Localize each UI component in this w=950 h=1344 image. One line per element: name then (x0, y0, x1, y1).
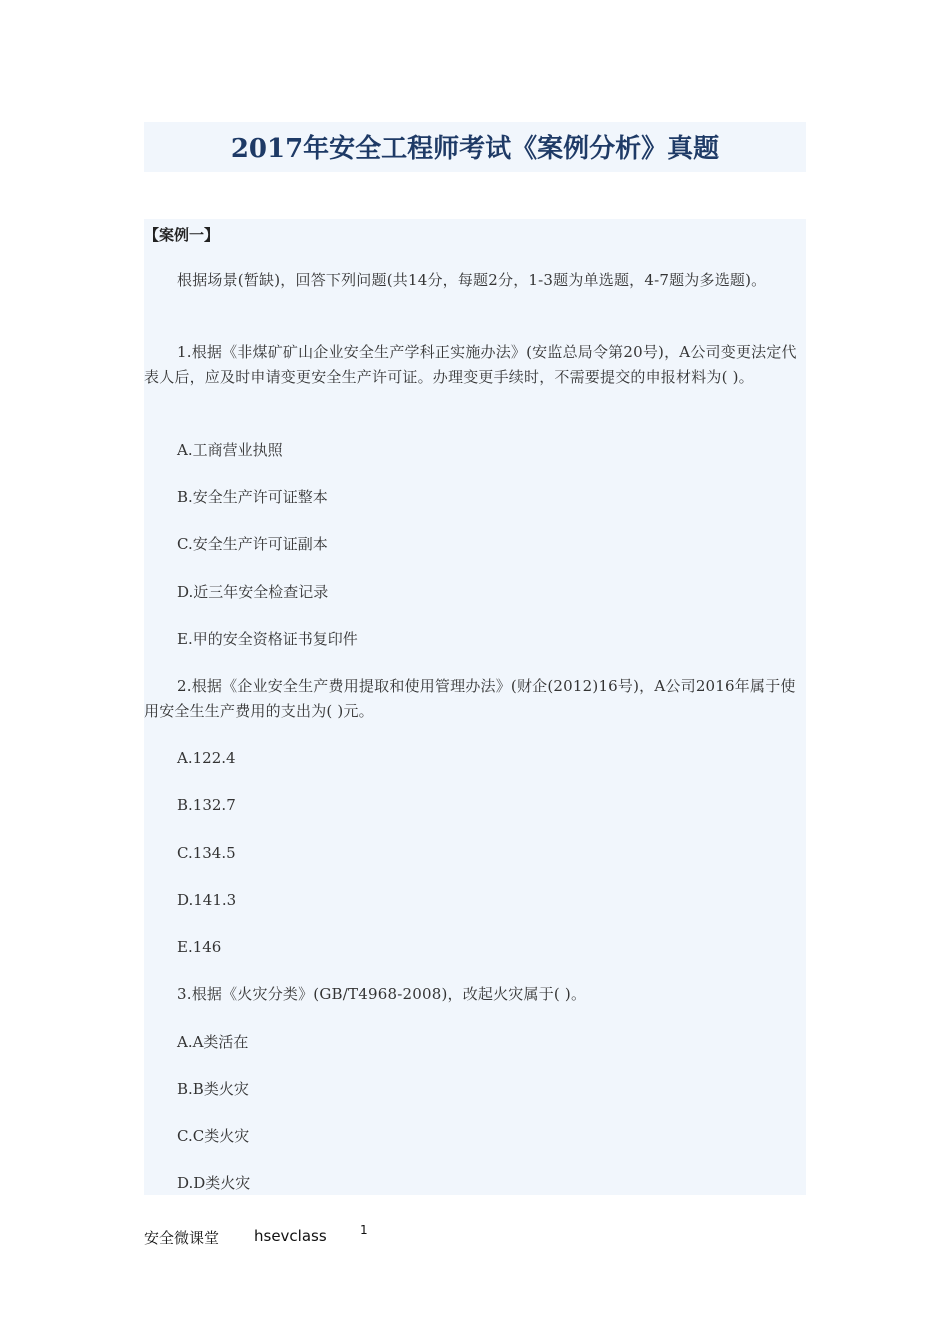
question-2-stem: 2.根据《企业安全生产费用提取和使用管理办法》(财企(2012)16号)，A公司2016年属于使用安全生生产费用的支出为( )元。 (144, 677, 796, 720)
question-1-option-a: A.工商营业执照 (177, 441, 283, 459)
question-1-option-e: E.甲的安全资格证书复印件 (177, 630, 358, 648)
page-number: 1 (360, 1223, 368, 1237)
question-3-option-d: D.D类火灾 (177, 1174, 251, 1192)
case-heading: 【案例一】 (144, 226, 220, 244)
question-1-option-b: B.安全生产许可证整本 (177, 488, 328, 506)
document-title: 2017年安全工程师考试《案例分析》真题 (230, 134, 720, 164)
question-2-option-a: A.122.4 (177, 749, 236, 767)
question-2-option-d: D.141.3 (177, 891, 237, 909)
question-2-option-b: B.132.7 (177, 796, 236, 814)
footer-account: hsevclass (254, 1227, 327, 1245)
question-3-option-b: B.B类火灾 (177, 1080, 249, 1098)
intro-paragraph: 根据场景(暂缺)，回答下列问题(共14分，每题2分，1-3题为单选题，4-7题为多选题)。 (177, 271, 767, 289)
question-3-stem: 3.根据《火灾分类》(GB/T4968-2008)，改起火灾属于( )。 (177, 985, 587, 1003)
question-3-option-c: C.C类火灾 (177, 1127, 250, 1145)
question-1-option-d: D.近三年安全检查记录 (177, 583, 329, 601)
question-2-option-e: E.146 (177, 938, 222, 956)
footer-brand: 安全微课堂 (144, 1229, 220, 1247)
question-2-option-c: C.134.5 (177, 844, 236, 862)
question-3-option-a: A.A类活在 (177, 1033, 249, 1051)
question-1-stem: 1.根据《非煤矿矿山企业安全生产学科正实施办法》(安监总局令第20号)，A公司变更法定代表人后，应及时申请变更安全生产许可证。办理变更手续时，不需要提交的申报材料为( )。 (144, 343, 797, 386)
question-1-option-c: C.安全生产许可证副本 (177, 535, 328, 553)
